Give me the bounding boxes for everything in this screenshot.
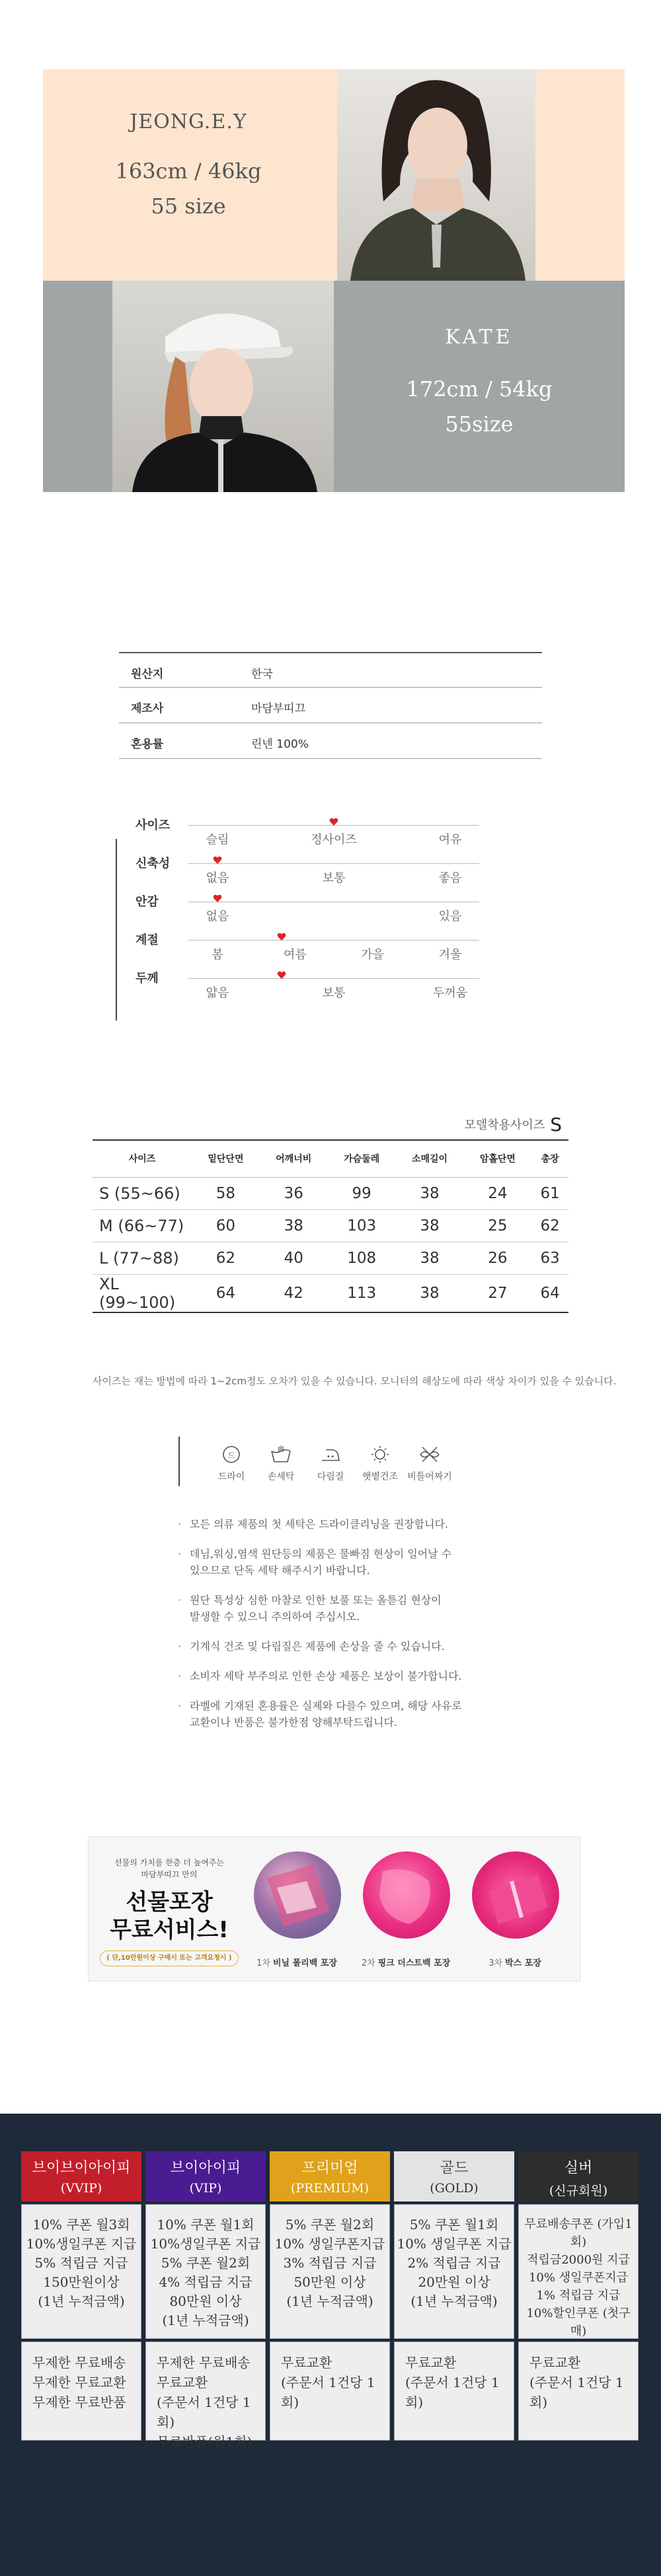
size-header: 총장 <box>531 1140 568 1177</box>
char-option: 슬림 <box>206 833 229 847</box>
model-wearing-size <box>465 1114 563 1135</box>
product-info-table <box>119 652 542 759</box>
heart-icon <box>329 817 338 826</box>
gift-name: 박스 포장 <box>505 1958 541 1968</box>
tier-shipping-text: 무료교환 (주문서 1건당 1회) <box>529 2355 624 2410</box>
heart-icon <box>277 932 286 941</box>
info-row-material <box>119 723 542 759</box>
hand-wash-icon <box>270 1445 292 1464</box>
model-measurements: 172cm / 54kg <box>406 376 553 402</box>
tier-shipping <box>518 2342 639 2441</box>
care-label: 드라이 <box>217 1472 245 1482</box>
char-option: 봄 <box>212 948 223 962</box>
care-label: 비틀어짜기 <box>407 1472 452 1482</box>
tier-title: 브이브이아이피 <box>32 2160 131 2176</box>
tier-subtitle: (VIP) <box>189 2181 222 2196</box>
char-scale-line <box>188 863 479 864</box>
size-cell: 64 <box>531 1274 568 1312</box>
gift-subtitle: 선물의 가치를 한층 더 높여주는 마담부띠끄 만의 <box>114 1858 224 1879</box>
list-item: · 기계식 건조 및 다림질은 제품에 손상을 줄 수 있습니다. <box>175 1638 545 1655</box>
size-header: 소매길이 <box>396 1140 464 1177</box>
model-size: 55 size <box>151 194 226 219</box>
char-option: 있음 <box>438 910 462 923</box>
size-cell: 99 <box>328 1177 396 1209</box>
heart-icon <box>213 894 222 903</box>
table-row <box>93 1242 568 1274</box>
char-option: 정사이즈 <box>311 833 357 847</box>
size-cell: 63 <box>531 1242 568 1274</box>
gift-box-image <box>472 1851 559 1939</box>
size-cell: 38 <box>260 1209 328 1242</box>
tier-title: 브이아이피 <box>170 2160 241 2176</box>
model-jeong-info <box>43 69 334 281</box>
gift-vinyl-image <box>254 1851 341 1939</box>
model-photo-illustration <box>337 69 535 281</box>
tier-benefits-text: 5% 쿠폰 월2회 10% 생일쿠폰지급 3% 적립금 지급 50만원 이상 (1년 누적금액) <box>274 2217 385 2309</box>
no-wring-icon <box>418 1445 441 1464</box>
model-kate-info <box>334 281 625 492</box>
gift-num: 3차 <box>488 1958 503 1968</box>
iron-icon <box>319 1445 342 1464</box>
size-header: 밑단단면 <box>192 1140 260 1177</box>
gift-name: 비닐 폴리백 포장 <box>272 1958 337 1968</box>
size-cell: M (66~77) <box>93 1209 192 1242</box>
tier-benefits <box>394 2204 514 2339</box>
tier-shipping <box>21 2342 141 2441</box>
char-option: 보통 <box>322 986 346 1000</box>
table-row <box>93 1209 568 1242</box>
care-instructions <box>178 1437 509 1489</box>
size-cell: 60 <box>192 1209 260 1242</box>
info-label: 제조사 <box>131 702 164 715</box>
size-cell: S (55~66) <box>93 1177 192 1209</box>
gift-option-3 <box>465 1851 564 1977</box>
size-cell: XL (99~100) <box>93 1274 192 1312</box>
char-option: 얇음 <box>206 986 229 1000</box>
size-cell: 26 <box>463 1242 531 1274</box>
tier-title: 실버 <box>564 2160 593 2176</box>
size-note: 사이즈는 재는 방법에 따라 1~2cm정도 오차가 있을 수 있습니다. 모니터의 해상도에 따라 색상 차이가 있을 수 있습니다. <box>93 1375 617 1387</box>
model-jeong <box>43 69 625 281</box>
tier-title: 골드 <box>440 2160 469 2176</box>
care-item-iron <box>307 1445 354 1483</box>
gift-title: 선물포장 무료서비스! <box>110 1889 229 1943</box>
size-cell: 62 <box>192 1242 260 1274</box>
model-size-value: S <box>550 1114 562 1135</box>
tier-benefits <box>270 2204 390 2339</box>
char-scale-line <box>188 978 479 979</box>
list-item: · 모든 의류 제품의 첫 세탁은 드라이클리닝을 권장합니다. <box>175 1516 545 1532</box>
size-header: 가슴둘레 <box>328 1140 396 1177</box>
gift-caption <box>346 1956 465 1968</box>
char-scale-line <box>188 940 479 941</box>
char-label: 사이즈 <box>136 818 171 832</box>
size-cell: 103 <box>328 1209 396 1242</box>
gift-option-2 <box>356 1851 455 1977</box>
tier-header <box>145 2151 266 2201</box>
tier-shipping-text: 무료교환 (주문서 1건당 1회) <box>405 2355 500 2410</box>
tier-header <box>270 2151 390 2201</box>
char-option: 여름 <box>283 948 307 962</box>
care-label: 손세탁 <box>267 1472 295 1482</box>
size-header: 사이즈 <box>93 1140 192 1177</box>
gift-num: 2차 <box>361 1958 375 1968</box>
tier-shipping <box>394 2342 514 2441</box>
list-item: · 데님,워싱,염색 원단등의 제품은 물빠짐 현상이 일어날 수 있으므로 단독 세탁 해주시기 바랍니다. <box>175 1546 545 1579</box>
care-notes <box>175 1516 545 1744</box>
tier-header <box>394 2151 514 2201</box>
table-row <box>93 1177 568 1209</box>
size-table-header <box>93 1140 568 1177</box>
model-name: KATE <box>445 326 514 349</box>
size-cell: 38 <box>396 1242 464 1274</box>
gift-dustbag-image <box>363 1851 450 1939</box>
tier-header <box>518 2151 639 2201</box>
tier-subtitle: (PREMIUM) <box>290 2181 369 2196</box>
dry-clean-icon <box>220 1445 243 1464</box>
char-option: 보통 <box>322 871 346 885</box>
gift-num: 1차 <box>256 1958 270 1968</box>
info-value: 마담부띠끄 <box>251 702 306 715</box>
list-item: · 원단 특성상 심한 마찰로 인한 보풀 또는 올튿김 현상이 발생할 수 있으니 주의하여 주십시오. <box>175 1592 545 1625</box>
tier-shipping <box>270 2342 390 2441</box>
care-item-handwash <box>258 1445 304 1483</box>
char-label: 안감 <box>136 895 159 909</box>
tier-benefits <box>518 2204 639 2339</box>
size-table <box>93 1139 568 1313</box>
model-name: JEONG.E.Y <box>130 110 247 133</box>
tier-benefits-text: 5% 쿠폰 월1회 10% 생일쿠폰 지급 2% 적립금 지급 20만원 이상 (1년 누적금액) <box>397 2217 512 2309</box>
care-item-sundry <box>357 1445 403 1483</box>
char-option: 겨울 <box>438 948 462 962</box>
info-label: 원산지 <box>131 668 164 681</box>
model-kate <box>43 281 625 492</box>
size-cell: 38 <box>396 1209 464 1242</box>
size-cell: 42 <box>260 1274 328 1312</box>
size-cell: 25 <box>463 1209 531 1242</box>
model-size-label: 모델착용사이즈 <box>464 1118 545 1132</box>
size-header: 암홀단면 <box>463 1140 531 1177</box>
gift-option-1 <box>247 1851 346 1977</box>
fit-characteristics <box>116 816 486 1014</box>
tier-shipping <box>145 2342 266 2450</box>
char-option: 없음 <box>206 910 229 923</box>
heart-icon <box>213 855 222 865</box>
heart-icon <box>277 970 286 980</box>
size-header: 어깨너비 <box>260 1140 328 1177</box>
info-label: 혼용률 <box>131 738 164 751</box>
info-value: 린넨 100% <box>251 738 309 751</box>
gift-caption <box>455 1956 574 1968</box>
chars-divider <box>116 839 117 1020</box>
tier-subtitle: (VVIP) <box>60 2181 102 2196</box>
char-label: 두께 <box>136 972 159 985</box>
tier-header <box>21 2151 141 2201</box>
care-item-nowring <box>407 1445 453 1483</box>
size-cell: 58 <box>192 1177 260 1209</box>
care-label: 햇볕건조 <box>362 1472 399 1482</box>
size-cell: 27 <box>463 1274 531 1312</box>
size-cell: 113 <box>328 1274 396 1312</box>
gift-caption <box>237 1956 356 1968</box>
size-cell: 38 <box>396 1274 464 1312</box>
tier-benefits <box>145 2204 266 2339</box>
gift-name: 핑크 더스트백 포장 <box>377 1958 451 1968</box>
care-label: 다림질 <box>317 1472 344 1482</box>
model-kate-photo <box>112 281 334 492</box>
list-item: · 라벨에 기재된 혼용률은 실제와 다를수 있으며, 해당 사유로 교환이나 반품은 불가한점 양해부탁드립니다. <box>175 1698 545 1731</box>
tier-benefits <box>21 2204 141 2339</box>
tier-subtitle: (신규회원) <box>549 2184 608 2198</box>
svg-text:드: 드 <box>227 1451 235 1460</box>
vinyl-bag-illustration <box>254 1851 341 1939</box>
membership-section <box>0 2114 661 2576</box>
model-size: 55size <box>445 411 514 437</box>
model-photo-illustration <box>112 281 334 492</box>
box-illustration <box>472 1851 559 1939</box>
model-jeong-photo <box>337 69 535 281</box>
char-option: 두꺼움 <box>432 986 468 1000</box>
char-option: 여유 <box>438 833 462 847</box>
care-divider <box>178 1437 180 1486</box>
tier-shipping-text: 무제한 무료배송 무제한 무료교환 무제한 무료반품 <box>32 2355 126 2410</box>
list-item: · 소비자 세탁 부주의로 인한 손상 제품은 보상이 불가합니다. <box>175 1668 545 1684</box>
dustbag-illustration <box>363 1851 450 1939</box>
tier-benefits-text: 10% 쿠폰 월1회 10%생일쿠폰 지급 5% 쿠폰 월2회 4% 적립금 지급 80만원 이상 (1년 누적금액) <box>150 2217 261 2328</box>
size-cell: 108 <box>328 1242 396 1274</box>
size-cell: 61 <box>531 1177 568 1209</box>
size-cell: 38 <box>396 1177 464 1209</box>
sun-dry-icon <box>369 1445 391 1464</box>
care-item-dry <box>208 1445 254 1483</box>
gift-wrap-banner[interactable] <box>88 1836 580 1982</box>
table-row <box>93 1274 568 1312</box>
size-cell: 24 <box>463 1177 531 1209</box>
char-option: 좋음 <box>438 871 462 885</box>
tier-subtitle: (GOLD) <box>430 2181 479 2196</box>
tier-title: 프리미엄 <box>301 2160 358 2176</box>
char-option: 가을 <box>361 948 385 962</box>
tier-shipping-text: 무료교환 (주문서 1건당 1회) <box>281 2355 375 2410</box>
info-value: 한국 <box>251 668 273 681</box>
char-label: 신축성 <box>136 857 171 871</box>
tier-benefits-text: 10% 쿠폰 월3회 10%생일쿠폰 지급 5% 적립금 지급 150만원이상 (1년 누적금액) <box>26 2217 137 2309</box>
size-cell: 40 <box>260 1242 328 1274</box>
char-option: 없음 <box>206 871 229 885</box>
info-row-manufacturer <box>119 688 542 723</box>
info-row-origin <box>119 652 542 688</box>
size-cell: L (77~88) <box>93 1242 192 1274</box>
tier-benefits-text: 무료배송쿠폰 (가입1회) 적립금2000원 지급 10% 생일쿠폰지급 1% 적립금 지급 10%할인쿠폰 (첫구매) <box>524 2217 633 2338</box>
model-measurements: 163cm / 46kg <box>115 159 262 184</box>
model-section <box>43 69 625 492</box>
size-cell: 64 <box>192 1274 260 1312</box>
size-cell: 62 <box>531 1209 568 1242</box>
size-cell: 36 <box>260 1177 328 1209</box>
gift-condition: ( 단,10만원이상 구매시 또는 고객요청시 ) <box>100 1950 239 1966</box>
tier-shipping-text: 무제한 무료배송 무료교환 (주문서 1건당 1회) 무료반품(월1회) <box>157 2355 253 2450</box>
char-label: 계절 <box>136 933 159 947</box>
